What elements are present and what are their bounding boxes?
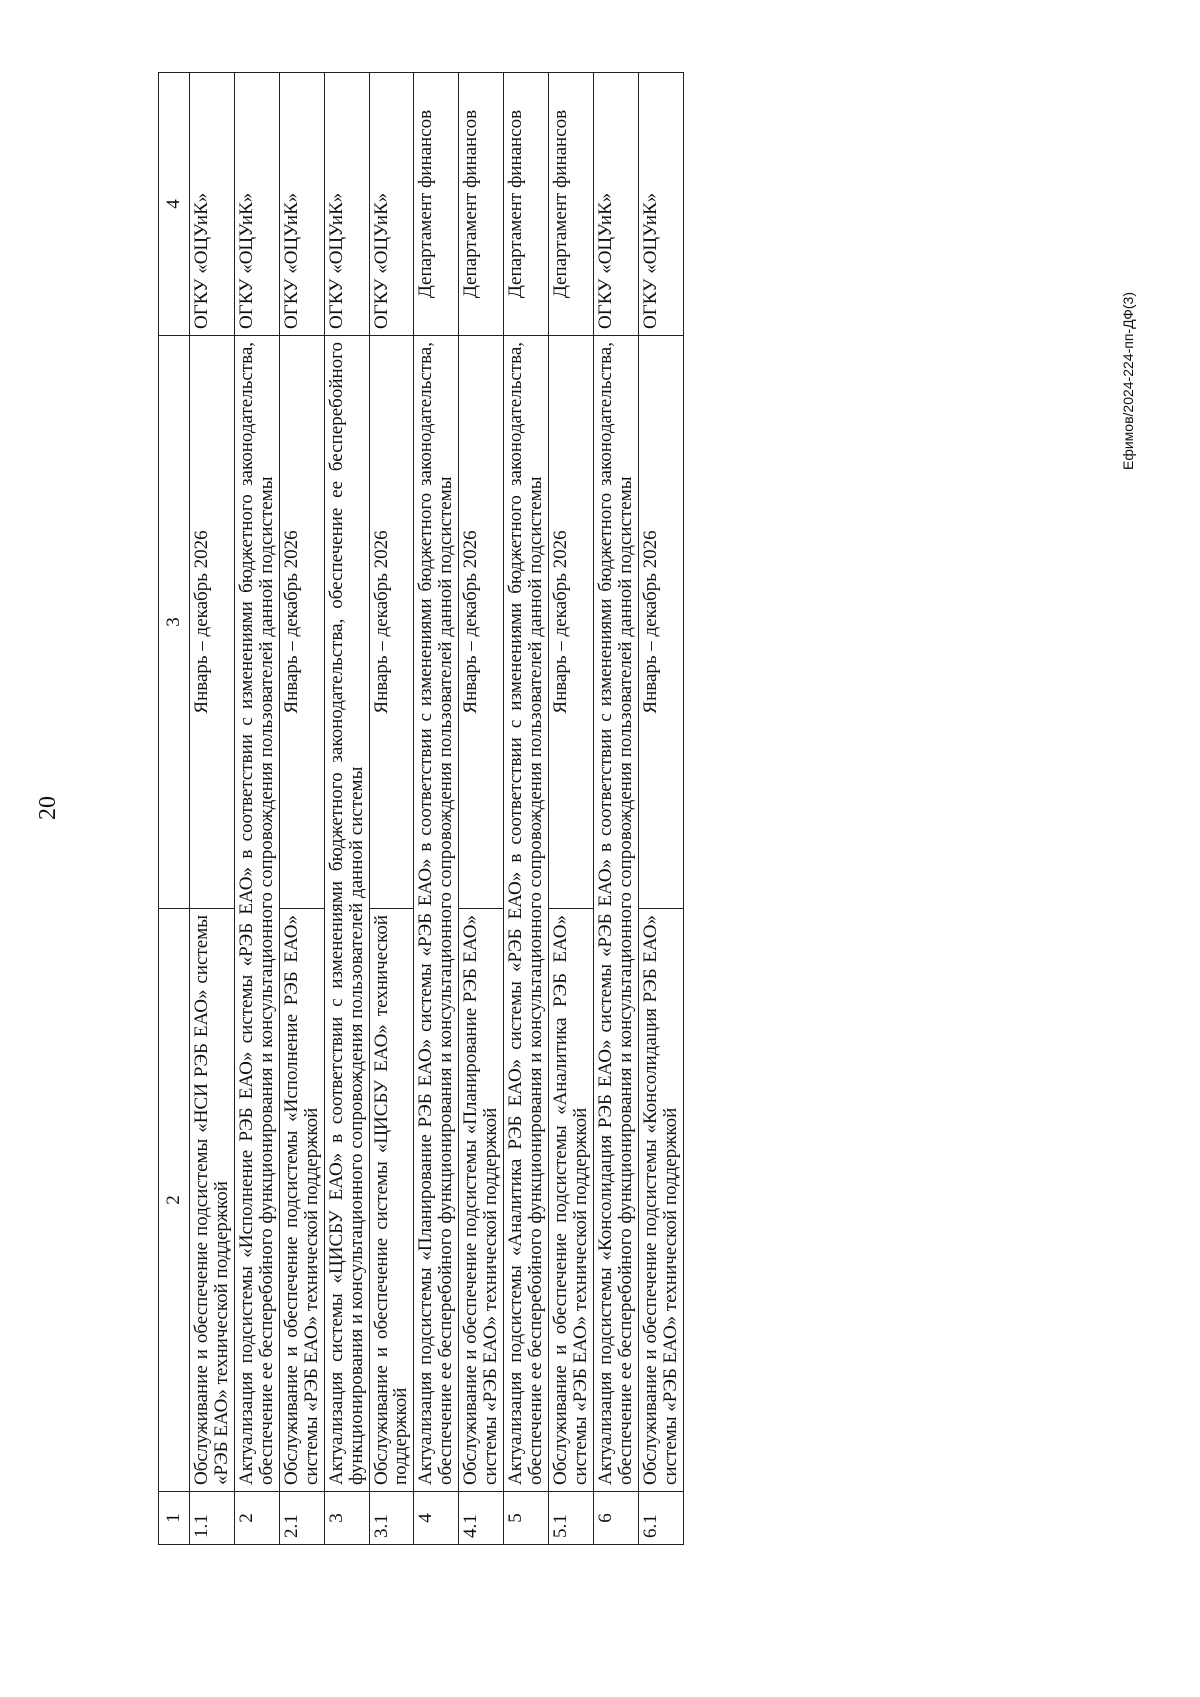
table-row [549, 73, 594, 1545]
row-activity: Обслуживание и обеспечение подсистемы «Планирование РЭБ ЕАО» системы «РЭБ ЕАО» технической поддержкой [459, 909, 504, 1492]
row-executor: ОГКУ «ОЦУиК» [190, 73, 235, 336]
row-activity: Обслуживание и обеспечение подсистемы «НСИ РЭБ ЕАО» системы «РЭБ ЕАО» технической поддержкой [190, 909, 235, 1492]
table-row [414, 73, 459, 1545]
row-number: 3 [324, 1492, 369, 1545]
row-activity: Обслуживание и обеспечение подсистемы «Исполнение РЭБ ЕАО» системы «РЭБ ЕАО» технической поддержкой [279, 909, 324, 1492]
row-executor: Департамент финансов [504, 73, 549, 336]
row-number: 1.1 [190, 1492, 235, 1545]
row-executor: ОГКУ «ОЦУиК» [279, 73, 324, 336]
row-activity: Обслуживание и обеспечение системы «ЦИСБУ ЕАО» технической поддержкой [369, 909, 414, 1492]
row-number: 5.1 [549, 1492, 594, 1545]
row-executor: Департамент финансов [459, 73, 504, 336]
table-row [459, 73, 504, 1545]
row-executor: Департамент финансов [549, 73, 594, 336]
row-term: Январь – декабрь 2026 [549, 336, 594, 909]
column-header-1: 1 [159, 1492, 190, 1545]
table-row [324, 73, 369, 1545]
column-header-3: 3 [159, 336, 190, 909]
table-row [234, 73, 279, 1545]
row-executor: ОГКУ «ОЦУиК» [234, 73, 279, 336]
table-row [279, 73, 324, 1545]
column-header-4: 4 [159, 73, 190, 336]
row-number: 4.1 [459, 1492, 504, 1545]
row-number: 2 [234, 1492, 279, 1545]
table-row [369, 73, 414, 1545]
column-header-2: 2 [159, 909, 190, 1492]
row-number: 5 [504, 1492, 549, 1545]
row-activity: Актуализация подсистемы «Исполнение РЭБ ЕАО» системы «РЭБ ЕАО» в соответствии с изменениями бюджетного законодательства, обеспечение ее бесперебойного функционирования и консультационного сопровождения пользователей данной подсистемы [234, 336, 279, 1492]
row-executor: Департамент финансов [414, 73, 459, 336]
table-row [504, 73, 549, 1545]
row-activity: Обслуживание и обеспечение подсистемы «Консолидация РЭБ ЕАО» системы «РЭБ ЕАО» технической поддержкой [638, 909, 683, 1492]
row-number: 2.1 [279, 1492, 324, 1545]
row-executor: ОГКУ «ОЦУиК» [324, 73, 369, 336]
table-row [190, 73, 235, 1545]
row-term: Январь – декабрь 2026 [459, 336, 504, 909]
row-term: Январь – декабрь 2026 [638, 336, 683, 909]
row-executor: ОГКУ «ОЦУиК» [638, 73, 683, 336]
table-row [593, 73, 638, 1545]
row-term: Январь – декабрь 2026 [279, 336, 324, 909]
row-number: 4 [414, 1492, 459, 1545]
row-number: 6 [593, 1492, 638, 1545]
document-code: Ефимов/2024-224-пп-ДФ(3) [1120, 292, 1136, 470]
row-activity: Актуализация системы «ЦИСБУ ЕАО» в соответствии с изменениями бюджетного законодательства, обеспечение ее бесперебойного функционирования и консультационного сопровождения пользователей данной системы [324, 336, 369, 1492]
activities-table [158, 72, 684, 1545]
row-activity: Актуализация подсистемы «Планирование РЭБ ЕАО» системы «РЭБ ЕАО» в соответствии с изменениями бюджетного законодательства, обеспечение ее бесперебойного функционирования и консультационного сопровождения пользователей данной подсистемы [414, 336, 459, 1492]
row-executor: ОГКУ «ОЦУиК» [593, 73, 638, 336]
row-term: Январь – декабрь 2026 [369, 336, 414, 909]
row-number: 3.1 [369, 1492, 414, 1545]
rotated-table-container [158, 109, 684, 1545]
row-activity: Обслуживание и обеспечение подсистемы «Аналитика РЭБ ЕАО» системы «РЭБ ЕАО» технической поддержкой [549, 909, 594, 1492]
table-header-row [159, 73, 190, 1545]
row-executor: ОГКУ «ОЦУиК» [369, 73, 414, 336]
row-term: Январь – декабрь 2026 [190, 336, 235, 909]
row-activity: Актуализация подсистемы «Аналитика РЭБ ЕАО» системы «РЭБ ЕАО» в соответствии с изменениями бюджетного законодательства, обеспечение ее бесперебойного функционирования и консультационного сопровождения пользователей данной подсистемы [504, 336, 549, 1492]
page-number: 20 [35, 796, 61, 820]
table-row [638, 73, 683, 1545]
row-number: 6.1 [638, 1492, 683, 1545]
row-activity: Актуализация подсистемы «Консолидация РЭБ ЕАО» системы «РЭБ ЕАО» в соответствии с изменениями бюджетного законодательства, обеспечение ее бесперебойного функционирования и консультационного сопровождения пользователей данной подсистемы [593, 336, 638, 1492]
